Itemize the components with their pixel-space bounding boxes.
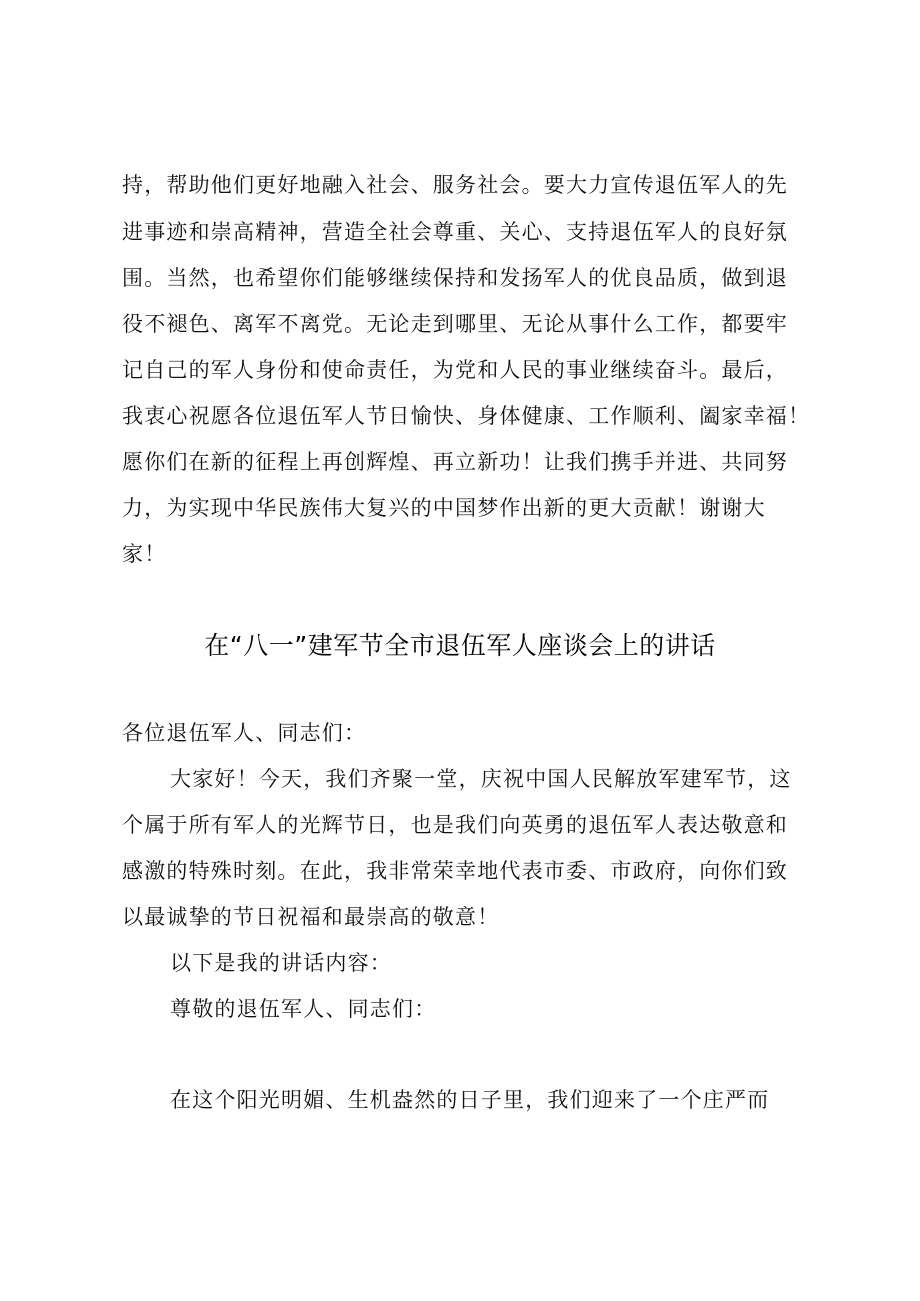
paragraph-line: 大家好！今天，我们齐聚一堂，庆祝中国人民解放军建军节，这 — [170, 767, 792, 791]
paragraph-line: 个属于所有军人的光辉节日，也是我们向英勇的退伍军人表达敬意和 — [122, 813, 788, 837]
intro-line: 以下是我的讲话内容： — [170, 951, 392, 975]
second-salutation: 尊敬的退伍军人、同志们： — [170, 997, 437, 1021]
paragraph-line: 围。当然，也希望你们能够继续保持和发扬军人的优良品质，做到退 — [122, 266, 788, 290]
paragraph-line: 力，为实现中华民族伟大复兴的中国梦作出新的更大贡献！谢谢大 — [122, 496, 766, 520]
paragraph-line: 进事迹和崇高精神，营造全社会尊重、关心、支持退伍军人的良好氛 — [122, 220, 788, 244]
paragraph-line: 以最诚挚的节日祝福和最崇高的敬意！ — [122, 905, 500, 929]
salutation: 各位退伍军人、同志们： — [122, 721, 367, 745]
paragraph-line: 持，帮助他们更好地融入社会、服务社会。要大力宣传退伍军人的先 — [122, 173, 788, 197]
speech-title: 在“八一”建军节全市退伍军人座谈会上的讲话 — [204, 631, 716, 660]
paragraph-line: 家！ — [122, 542, 167, 566]
paragraph-line: 感激的特殊时刻。在此，我非常荣幸地代表市委、市政府，向你们致 — [122, 859, 788, 883]
paragraph-line: 役不褪色、离军不离党。无论走到哪里、无论从事什么工作，都要牢 — [122, 312, 788, 336]
paragraph-line: 愿你们在新的征程上再创辉煌、再立新功！让我们携手并进、共同努 — [122, 450, 788, 474]
paragraph-line: 我衷心祝愿各位退伍军人节日愉快、身体健康、工作顺利、阖家幸福！ — [122, 404, 811, 428]
paragraph-line: 记自己的军人身份和使命责任，为党和人民的事业继续奋斗。最后， — [122, 358, 788, 382]
opening-line: 在这个阳光明媚、生机盎然的日子里，我们迎来了一个庄严而 — [170, 1088, 770, 1112]
